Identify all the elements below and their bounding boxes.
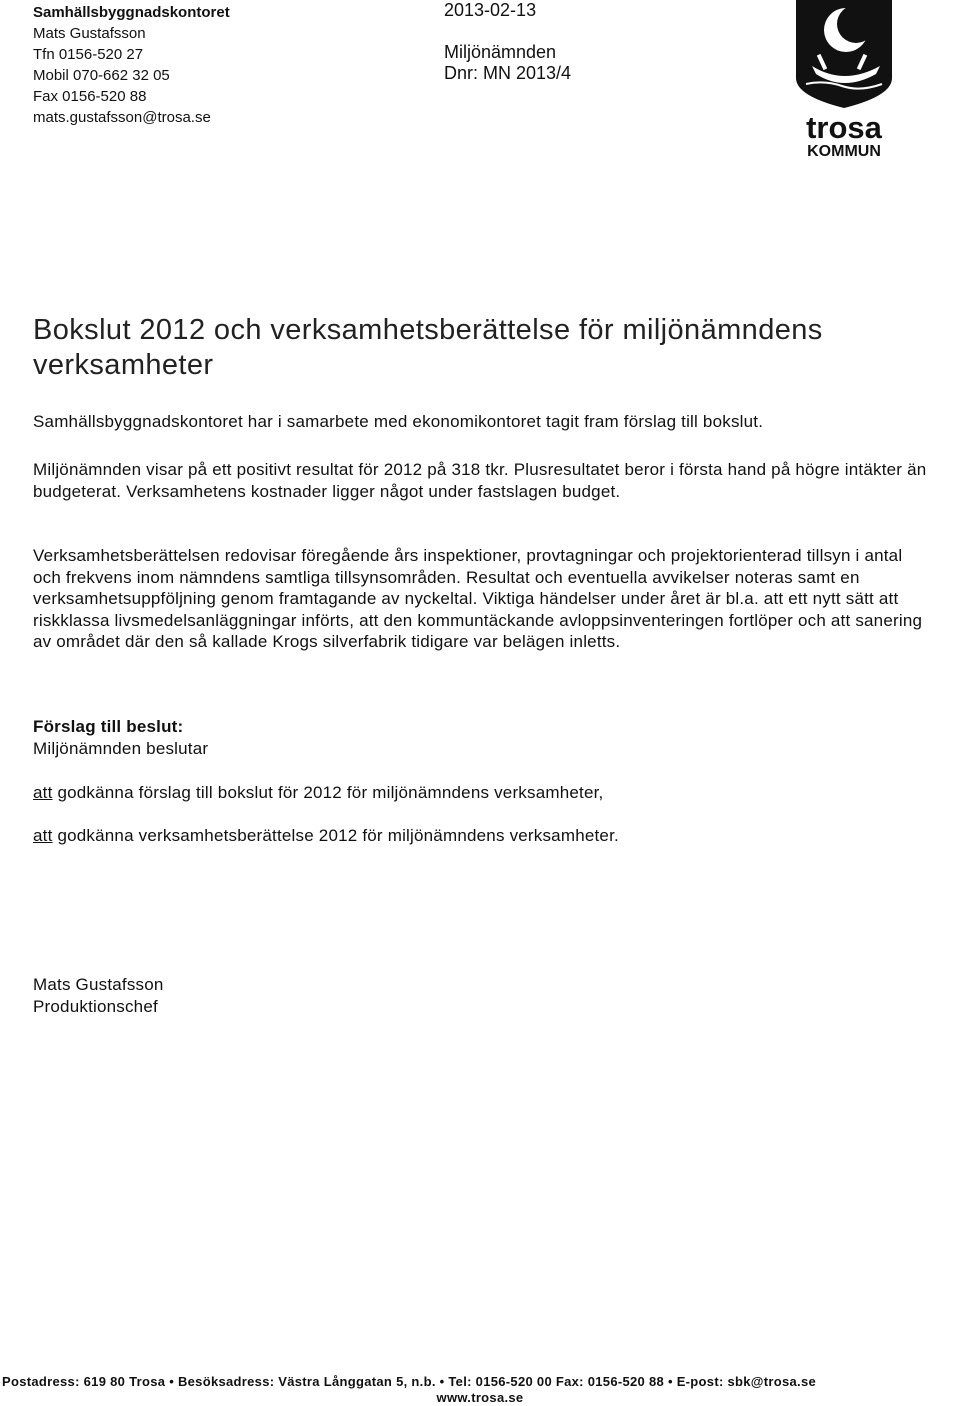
document-reference: Dnr: MN 2013/4 <box>444 63 572 83</box>
proposal-intro: Miljönämnden beslutar <box>33 738 209 758</box>
att-word: att <box>33 783 53 802</box>
paragraph-1: Samhällsbyggnadskontoret har i samarbete med ekonomikontoret tagit fram förslag till bokslut. <box>33 412 764 431</box>
sender-block <box>33 2 230 128</box>
document-recipient: Miljönämnden <box>444 42 557 62</box>
footer-address: Postadress: 619 80 Trosa • Besöksadress: Västra Långgatan 5, n.b. • Tel: 0156-520 00 Fax: 0156-520 88 • E-post: sbk@trosa.se <box>2 1374 817 1389</box>
att-word: att <box>33 826 53 845</box>
footer-website[interactable]: www.trosa.se <box>436 1390 524 1405</box>
proposal-section <box>33 716 933 759</box>
signature-name: Mats Gustafsson <box>33 975 164 994</box>
trosa-crest-icon <box>794 0 894 160</box>
document-title: Bokslut 2012 och verksamhetsberättelse för miljönämndens verksamheter <box>33 314 823 381</box>
proposal-item-2 <box>33 825 933 847</box>
sender-email[interactable]: mats.gustafsson@trosa.se <box>33 109 211 126</box>
logo-text-main: trosa <box>806 110 882 145</box>
paragraph-3: Verksamhetsberättelsen redovisar föregående års inspektioner, provtagningar och projektorienterad tillsyn i antal och frekvens inom nämndens samtliga tillsynsområden. Resultat och eventuella avvikelser noteras samt en verksamhetsuppföljning genom framtagande av nyckeltal. Viktiga händelser under året är bl.a. att ett nytt sätt att riskklassa livsmedelsanläggningar införts, att den kommuntäckande avloppsinventeringen fortlöper och att sanering av området där den så kallade Krogs silverfabrik tidigare var belägen inletts. <box>33 546 923 652</box>
proposal-item-1-text: godkänna förslag till bokslut för 2012 för miljönämndens verksamheter, <box>57 783 604 802</box>
signature-block <box>33 974 933 1017</box>
proposal-item-2-text: godkänna verksamhetsberättelse 2012 för miljönämndens verksamheter. <box>57 826 619 845</box>
proposal-heading: Förslag till beslut: <box>33 717 184 736</box>
sender-name: Mats Gustafsson <box>33 25 146 42</box>
page-footer <box>0 1374 960 1406</box>
sender-org: Samhällsbyggnadskontoret <box>33 4 230 21</box>
logo-text-sub: KOMMUN <box>807 143 881 160</box>
sender-mobile: Mobil 070-662 32 05 <box>33 67 170 84</box>
sender-fax: Fax 0156-520 88 <box>33 88 147 105</box>
proposal-item-1 <box>33 782 933 804</box>
signature-title: Produktionschef <box>33 996 158 1016</box>
document-date: 2013-02-13 <box>444 0 537 20</box>
trosa-kommun-logo <box>794 0 894 160</box>
sender-phone: Tfn 0156-520 27 <box>33 46 144 63</box>
paragraph-2: Miljönämnden visar på ett positivt resultat för 2012 på 318 tkr. Plusresultatet beror i första hand på högre intäkter än budgeterat. Verksamhetens kostnader ligger något under fastslagen budget. <box>33 460 927 501</box>
document-meta <box>444 0 571 84</box>
